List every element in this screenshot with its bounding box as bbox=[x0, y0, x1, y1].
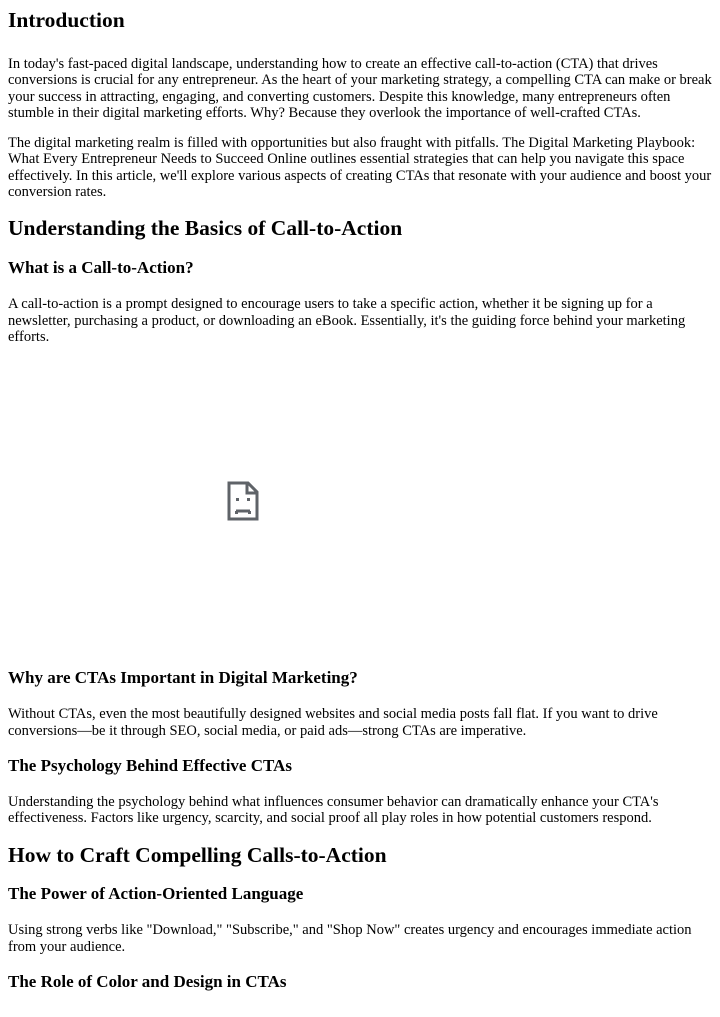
why-ctas-paragraph: Without CTAs, even the most beautifully designed websites and social media posts fall flat. If you want to drive conversions—be it through SEO, social media, or paid ads—strong CTAs are imperative. bbox=[8, 706, 658, 739]
intro-paragraph-2: The digital marketing realm is filled with opportunities but also fraught with pitfalls. The Digital Marketing Playbook: What Every Entrepreneur Needs to Succeed Online outlines essential strategies that can help you navigate this space effectively. In this article, we'll explore various aspects of creating CTAs that resonate with your audience and boost your conversion rates. bbox=[8, 135, 712, 201]
subheading-psychology: The Psychology Behind Effective CTAs bbox=[8, 755, 292, 775]
action-language-paragraph: Using strong verbs like "Download," "Subscribe," and "Shop Now" creates urgency and encourages immediate action from your audience. bbox=[8, 922, 692, 955]
subheading-what-is-cta: What is a Call-to-Action? bbox=[8, 258, 194, 278]
subheading-why-ctas-important: Why are CTAs Important in Digital Marketing? bbox=[8, 668, 358, 688]
what-is-cta-paragraph: A call-to-action is a prompt designed to encourage users to take a specific action, whether it be signing up for a newsletter, purchasing a product, or downloading an eBook. Essentially, it's the guiding force behind your marketing efforts. bbox=[8, 296, 686, 345]
psychology-paragraph: Understanding the psychology behind what influences consumer behavior can dramatically enhance your CTA's effectiveness. Factors like urgency, scarcity, and social proof all play roles in how potential customers respond. bbox=[8, 793, 659, 827]
intro-paragraph-1: In today's fast-paced digital landscape, understanding how to create an effective call-to-action (CTA) that drives conversions is crucial for any entrepreneur. As the heart of your marketing strategy, a compelling CTA can make or break your success in attracting, engaging, and converting customers. Despite this knowledge, many entrepreneurs often stumble in their digital marketing efforts. Why? Because they overlook the importance of well-crafted CTAs. bbox=[8, 56, 712, 121]
broken-page-icon bbox=[227, 481, 259, 521]
subheading-color-design: The Role of Color and Design in CTAs bbox=[8, 972, 287, 992]
embedded-media-frame[interactable] bbox=[8, 345, 478, 663]
section-heading-basics: Understanding the Basics of Call-to-Action bbox=[8, 216, 403, 241]
subheading-action-language: The Power of Action-Oriented Language bbox=[8, 884, 304, 904]
section-heading-introduction: Introduction bbox=[8, 8, 125, 32]
section-heading-craft: How to Craft Compelling Calls-to-Action bbox=[8, 843, 387, 868]
